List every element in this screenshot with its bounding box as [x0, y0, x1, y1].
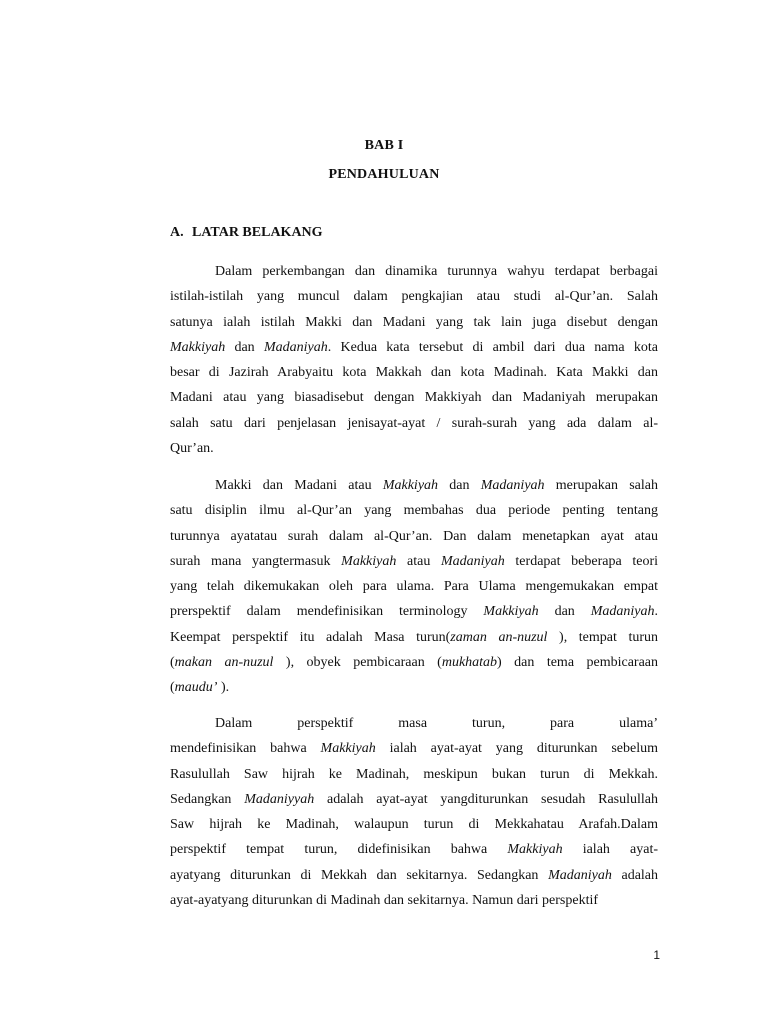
text-line	[170, 711, 658, 736]
text-line	[170, 436, 658, 461]
text-run: prerspektif dalam mendefinisikan terminology	[170, 604, 484, 620]
text-run: Makki dan Madani atau	[215, 478, 383, 493]
text-line	[170, 259, 658, 284]
text-run: dan	[438, 478, 481, 493]
text-run: mendefinisikan bahwa	[170, 741, 321, 757]
text-run: (	[170, 680, 175, 696]
text-line	[170, 675, 658, 700]
italic-term: Makkiyah	[382, 478, 439, 493]
text-line	[170, 762, 658, 787]
text-line	[170, 574, 658, 599]
text-run: ), tempat turun	[547, 629, 659, 645]
text-line	[170, 360, 658, 385]
text-run: dan	[225, 339, 264, 355]
text-run: dan	[538, 604, 591, 620]
text-line	[170, 650, 658, 675]
text-run: Qur’an.	[170, 441, 214, 457]
text-line	[170, 787, 658, 812]
text-line	[170, 812, 658, 837]
text-run: ayatyang diturunkan di Mekkah dan sekitarnya. Sedangkan	[170, 867, 549, 883]
text-run: Saw hijrah ke Madinah, walaupun turun di Mekkahatau Arafah.Dalam	[170, 817, 658, 833]
italic-term: Madaniyah	[590, 604, 655, 620]
text-run: ialah ayat-	[562, 842, 659, 858]
text-run: istilah-istilah yang muncul dalam pengkajian atau studi al-Qur’an. Salah	[170, 289, 658, 305]
text-run: turunnya ayatatau surah dalam al-Qur’an. Dan dalam menetapkan ayat atau	[170, 528, 658, 544]
paragraph	[170, 259, 658, 461]
text-run: terdapat beberapa teori	[504, 553, 658, 569]
italic-term: Makkiyah	[170, 339, 226, 355]
text-line	[170, 284, 658, 309]
italic-term: mukhatab	[441, 655, 498, 671]
italic-term: Makkiyah	[507, 842, 563, 858]
italic-term: zaman an-nuzul	[450, 629, 548, 645]
text-run: Dalam perkembangan dan dinamika turunnya wahyu terdapat berbagai	[215, 264, 658, 279]
text-run: adalah	[611, 867, 659, 883]
text-run: Madani atau yang biasadisebut dengan Makkiyah dan Madaniyah merupakan	[170, 390, 658, 406]
text-run: ), obyek pembicaraan (	[273, 655, 442, 671]
text-run: adalah ayat-ayat yangditurunkan sesudah Rasulullah	[314, 791, 659, 807]
italic-term: Madaniyah	[480, 478, 545, 493]
text-run: yang telah dikemukakan oleh para ulama. Para Ulama mengemukakan empat	[170, 579, 658, 595]
text-line	[170, 498, 658, 523]
text-line	[170, 411, 658, 436]
text-run: (	[170, 655, 175, 671]
text-run: ) dan tema pembicaraan	[497, 655, 658, 671]
text-line	[170, 599, 658, 624]
italic-term: Makkiyah	[320, 741, 376, 757]
italic-term: Madaniyah	[263, 339, 328, 355]
text-run: merupakan salah	[544, 478, 658, 493]
chapter-title: PENDAHULUAN	[328, 167, 440, 182]
text-line	[170, 524, 658, 549]
page-number: 1	[653, 948, 660, 962]
italic-term: Makkiyah	[341, 553, 397, 569]
paragraph	[170, 711, 658, 913]
italic-term: maudu’	[174, 680, 218, 696]
text-line	[170, 549, 658, 574]
text-run: . Kedua kata tersebut di ambil dari dua nama kota	[327, 339, 658, 355]
italic-term: Madaniyyah	[244, 791, 315, 807]
section-heading	[170, 225, 323, 241]
text-run: perspektif tempat turun, didefinisikan bahwa	[170, 842, 508, 858]
text-run: ayat-ayatyang diturunkan di Madinah dan sekitarnya. Namun dari perspektif	[170, 893, 599, 909]
text-run: satu disiplin ilmu al-Qur’an yang membahas dua periode penting tentang	[170, 503, 658, 519]
text-line	[170, 863, 658, 888]
paragraph	[170, 473, 658, 701]
text-run: besar di Jazirah Arabyaitu kota Makkah dan kota Madinah. Kata Makki dan	[170, 365, 658, 381]
text-line	[170, 736, 658, 761]
text-line	[170, 837, 658, 862]
section-number: A.	[170, 225, 184, 240]
text-run: ).	[217, 680, 230, 696]
italic-term: Madaniyah	[441, 553, 505, 569]
text-run: Keempat perspektif itu adalah Masa turun(	[170, 629, 451, 645]
italic-term: Makkiyah	[483, 604, 539, 620]
text-line	[170, 625, 658, 650]
text-run: salah satu dari penjelasan jenisayat-ayat / surah-surah yang ada dalam al-	[170, 415, 658, 431]
text-line	[170, 385, 658, 410]
text-run: atau	[396, 553, 441, 569]
italic-term: Madaniyah	[548, 867, 612, 883]
text-run: Dalam perspektif masa turun, para ulama’	[215, 716, 658, 731]
text-line	[170, 473, 658, 498]
text-run: Rasulullah Saw hijrah ke Madinah, meskipun bukan turun di Mekkah.	[170, 766, 658, 782]
chapter-heading: BAB I	[364, 138, 404, 153]
text-run: ialah ayat-ayat yang diturunkan sebelum	[375, 741, 658, 757]
text-run: .	[654, 604, 658, 620]
text-line	[170, 335, 658, 360]
text-line	[170, 310, 658, 335]
text-run: satunya ialah istilah Makki dan Madani yang tak lain juga disebut dengan	[170, 314, 658, 330]
text-line	[170, 888, 658, 913]
text-run: surah mana yangtermasuk	[170, 553, 342, 569]
text-run: Sedangkan	[170, 791, 245, 807]
section-title: LATAR BELAKANG	[192, 225, 323, 240]
italic-term: makan an-nuzul	[174, 655, 274, 671]
